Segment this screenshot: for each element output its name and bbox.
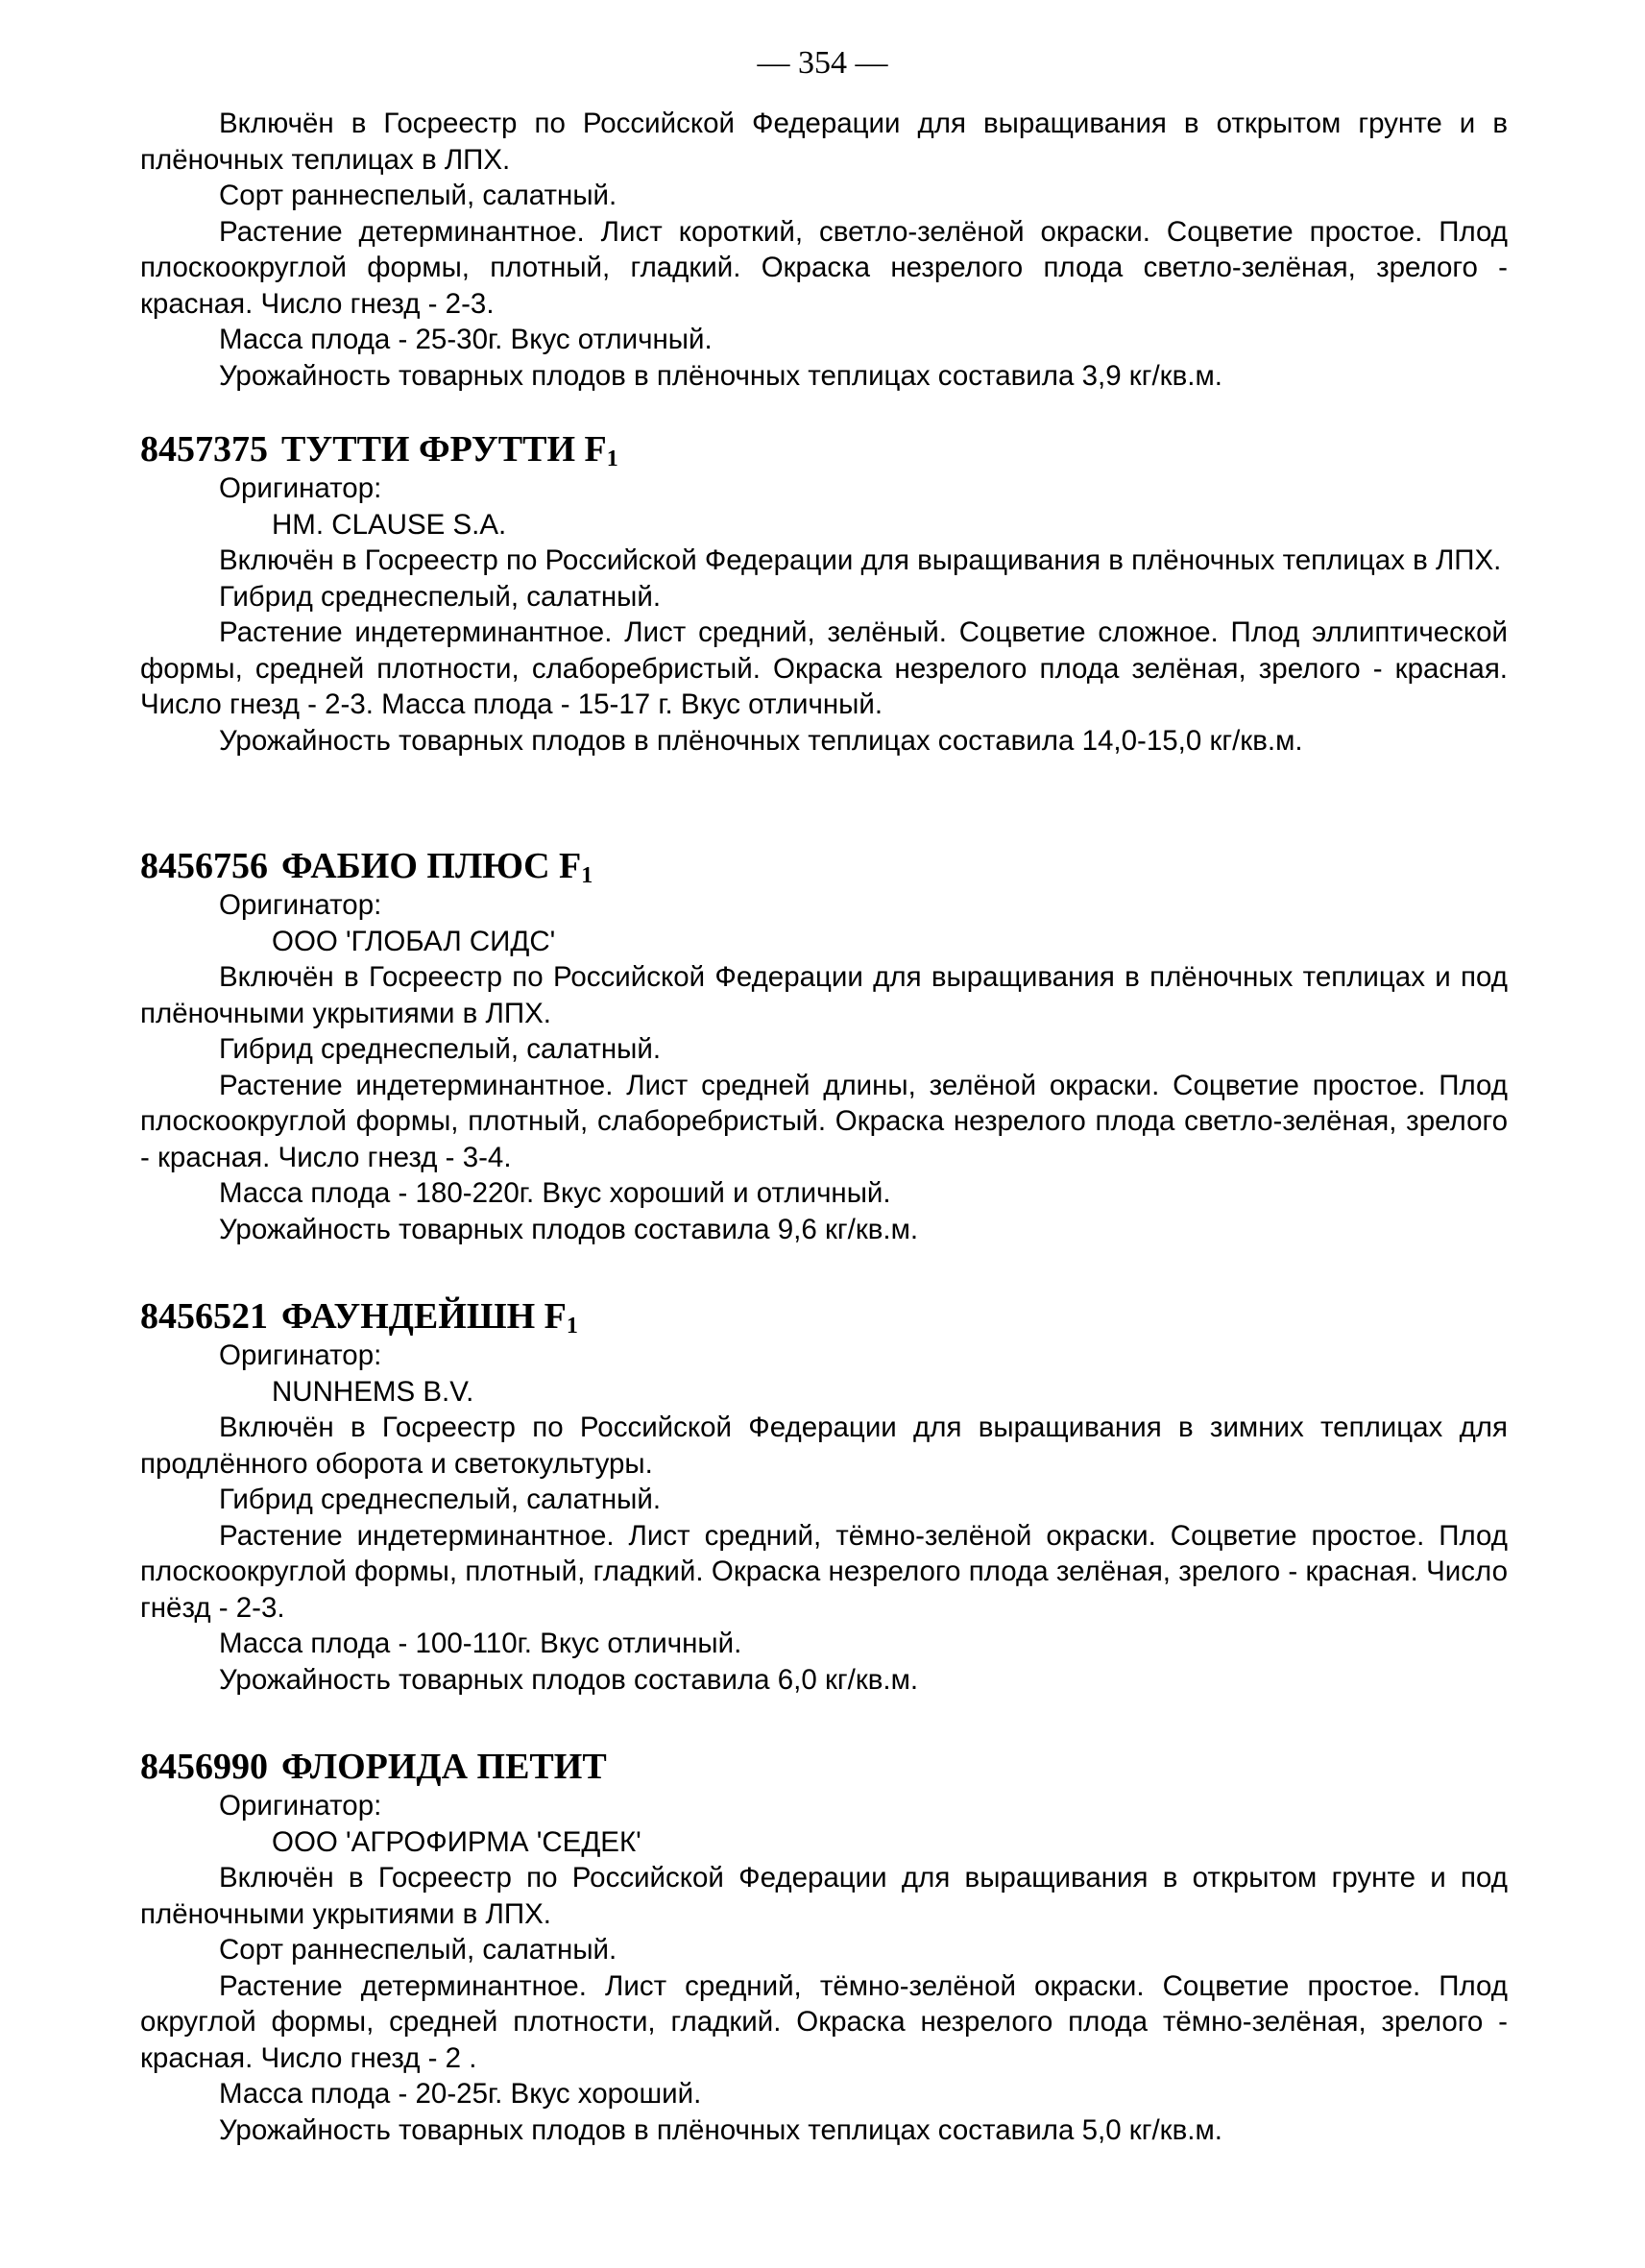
- entry-code: 8456990: [140, 1747, 268, 1787]
- originator-name: ООО 'ГЛОБАЛ СИДС': [272, 925, 556, 957]
- plant-description: Растение индетерминантное. Лист средний, тёмно-зелёной окраски. Соцветие простое. Плод плоскоокруглой формы, плотный, гладкий. Окраска незрелого плода зелёная, зрелого - красная. Число гнёзд - 2-3.: [140, 1519, 1508, 1624]
- originator-label: Оригинатор:: [219, 472, 382, 504]
- fruit-mass: Масса плода - 180-220г. Вкус хороший и отличный.: [219, 1177, 891, 1209]
- entry-name-subscript: 1: [581, 863, 593, 888]
- fruit-mass: Масса плода - 100-110г. Вкус отличный.: [219, 1628, 742, 1659]
- registry-text: Включён в Госреестр по Российской Федерации для выращивания в открытом грунте и под плёночными укрытиями в ЛПХ.: [140, 1862, 1508, 1930]
- originator-name: NUNHEMS B.V.: [272, 1375, 474, 1408]
- originator-name: HM. CLAUSE S.A.: [272, 508, 507, 541]
- entry-code: 8456521: [140, 1296, 268, 1337]
- entry-name: ТУТТИ ФРУТТИ F: [281, 429, 607, 470]
- registry-text: Включён в Госреестр по Российской Федерации для выращивания в открытом грунте и в плёночных теплицах в ЛПХ.: [140, 108, 1508, 176]
- plant-description: Растение детерминантное. Лист средний, тёмно-зелёной окраски. Соцветие простое. Плод округлой формы, средней плотности, гладкий. Окраска незрелого плода тёмно-зелёная, зрелого - красная. Число гнезд - 2 .: [140, 1969, 1508, 2074]
- intro-continuation: [140, 106, 1508, 394]
- entry-name: ФАБИО ПЛЮС F: [281, 846, 582, 886]
- entry-title: [140, 845, 1508, 887]
- entry-title: [140, 1295, 1508, 1338]
- originator-label: Оригинатор:: [219, 1790, 382, 1822]
- entry-name: ФЛОРИДА ПЕТИТ: [281, 1747, 607, 1787]
- plant-description: Растение детерминантное. Лист короткий, светло-зелёной окраски. Соцветие простое. Плод плоскоокруглой формы, плотный, гладкий. Окраска незрелого плода светло-зелёная, зрелого - красная. Число гнезд - 2-3.: [140, 215, 1508, 320]
- variety-type: Гибрид среднеспелый, салатный.: [219, 1484, 662, 1515]
- entry-name-subscript: 1: [566, 1314, 578, 1339]
- registry-text: Включён в Госреестр по Российской Федерации для выращивания в плёночных теплицах и под плёночными укрытиями в ЛПХ.: [140, 961, 1508, 1029]
- yield-text: Урожайность товарных плодов в плёночных теплицах составила 14,0-15,0 кг/кв.м.: [219, 724, 1303, 757]
- entry-title: [140, 428, 1508, 470]
- variety-type: Гибрид среднеспелый, салатный.: [219, 1033, 662, 1065]
- registry-text: Включён в Госреестр по Российской Федерации для выращивания в плёночных теплицах в ЛПХ.: [219, 544, 1502, 576]
- entry-name-subscript: 1: [606, 446, 618, 471]
- yield-text: Урожайность товарных плодов в плёночных теплицах составила 5,0 кг/кв.м.: [219, 2113, 1222, 2146]
- yield-text: Урожайность товарных плодов в плёночных теплицах составила 3,9 кг/кв.м.: [219, 359, 1222, 392]
- variety-entry: [140, 1746, 1508, 2148]
- variety-entry: [140, 428, 1508, 759]
- page-number: — 354 —: [757, 45, 888, 81]
- entry-name: ФАУНДЕЙШН F: [281, 1296, 567, 1337]
- yield-text: Урожайность товарных плодов составила 9,6 кг/кв.м.: [219, 1213, 919, 1245]
- variety-type: Гибрид среднеспелый, салатный.: [219, 580, 662, 613]
- entry-code: 8457375: [140, 429, 268, 470]
- plant-description: Растение индетерминантное. Лист средней длины, зелёной окраски. Соцветие простое. Плод плоскоокруглой формы, плотный, слаборебристый. Окраска незрелого плода светло-зелёная, зрелого - красная. Число гнезд - 3-4.: [140, 1069, 1508, 1173]
- yield-text: Урожайность товарных плодов составила 6,0 кг/кв.м.: [219, 1663, 919, 1696]
- variety-entry: [140, 1295, 1508, 1698]
- variety-type: Сорт раннеспелый, салатный.: [219, 180, 617, 211]
- originator-label: Оригинатор:: [219, 1339, 382, 1371]
- variety-entry: [140, 845, 1508, 1247]
- fruit-mass: Масса плода - 20-25г. Вкус хороший.: [219, 2078, 702, 2110]
- variety-type: Сорт раннеспелый, салатный.: [219, 1934, 617, 1966]
- plant-description: Растение индетерминантное. Лист средний, зелёный. Соцветие сложное. Плод эллиптической формы, средней плотности, слаборебристый. Окраска незрелого плода зелёная, зрелого - красная. Число гнезд - 2-3. Масса плода - 15-17 г. Вкус отличный.: [140, 616, 1508, 720]
- originator-name: ООО 'АГРОФИРМА 'СЕДЕК': [272, 1825, 641, 1858]
- entry-title: [140, 1746, 1508, 1788]
- entry-code: 8456756: [140, 846, 268, 886]
- originator-label: Оригинатор:: [219, 889, 382, 921]
- registry-text: Включён в Госреестр по Российской Федерации для выращивания в зимних теплицах для продлённого оборота и светокультуры.: [140, 1411, 1508, 1480]
- fruit-mass: Масса плода - 25-30г. Вкус отличный.: [219, 324, 713, 355]
